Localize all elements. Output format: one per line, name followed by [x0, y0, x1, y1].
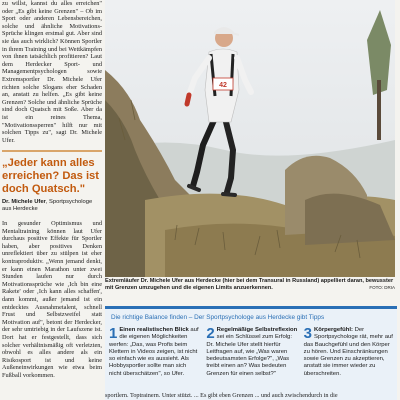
quote-source-role: , Sportpsychologe aus Herdecke	[2, 199, 93, 213]
tips-columns	[109, 327, 395, 378]
quote-source-name: Dr. Michele Ufer	[2, 199, 46, 206]
pull-quote: „Jeder kann alles erreichen? Das ist doch Quatsch."	[2, 157, 100, 195]
photo-caption	[105, 278, 395, 292]
tip-item	[206, 327, 297, 378]
bottom-text-strip: sportlern. Toptrainern. Unter stützt. ... Es gibt eben Grenzen ... und auch zwischendurch in die	[105, 392, 338, 399]
article-paragraph: zu willst, kannst du alles erreichen" oder „Es gibt keine Grenzen" – Ob im Sport oder anderen Lebensbereichen, solche und ähnliche Motivations-Sprüche klingen erstmal gut. Aber sind sie das auch wirklich? Können Sportler in ihrem Training und bei Wettkämpfen von ihnen tatsächlich profitieren? Laut dem Herdecker Sport- und Managementpsychologen sowie Extremsportler Dr. Michele Ufer richten solche Slogans eher Schaden an, anstatt zu helfen. „Es gibt keine Grenzen? Solche und ähnliche Sprüche sind doch Quatsch mit Soße. Aber da ist ein reines Thema, "Motivationssperren" hilft nur mit solchen Tipps zu", sagt Dr. Michele Ufer.	[2, 0, 102, 144]
tip-text: auf die eigenen Möglichkeiten werfen: „Das, was Profis beim Klettern in Videos zeigen, ist nicht so einfach wie es aussieht. Als Hobbysportler sollte man sich nicht überschätzen", so Ufer.	[109, 327, 199, 377]
tip-item	[304, 327, 395, 378]
tip-text: Der Sportpsychologe rät, mehr auf das Bauchgefühl und den Körper zu hören. Und Einschränkungen sowie Grenzen zu akzeptieren, anstatt sie immer wieder zu überschreiten.	[303, 327, 393, 377]
article-column	[2, 0, 102, 400]
article-text-top	[2, 0, 102, 144]
tip-title: Körpergefühl:	[314, 327, 353, 333]
runner-photo	[105, 0, 395, 277]
tip-number: 3	[303, 325, 312, 342]
tips-header: Die richtige Balance finden – Der Sportpsychologe aus Herdecke gibt Tipps	[111, 314, 325, 321]
tip-title: Regelmäßige Selbstreflexion	[216, 327, 298, 333]
pull-quote-block	[2, 150, 102, 213]
tip-item	[109, 327, 200, 378]
tip-number: 2	[206, 325, 215, 342]
photo-credit: FOTO: DRIA	[369, 284, 395, 290]
tip-title: Einen realistischen Blick	[119, 327, 189, 333]
photo-illustration	[105, 0, 395, 277]
quote-source	[2, 199, 102, 213]
tip-number: 1	[109, 325, 118, 342]
tip-text: sei ein Schlüssel zum Erfolg: Dr. Michele Ufer stellt hierfür Leitfragen auf, wie „Was waren bedeutsamsten Erfolge?", „Was treibt einen an? Was bedeuten Grenzen für einen selbst?"	[206, 334, 292, 377]
tips-box	[105, 306, 397, 400]
article-paragraph: In gesunder Optimismus und Mentaltraining können laut Ufer durchaus positive Effekte für Sportler haben, aber positives Denken unreflektiert über zu stülpen ist eher kontraproduktiv. „Wenn jemand denkt, er kann einen Marathon unter zwei Stunden laufen nur durch Motivationssprüche wie ‚Ich bin eine Rakete' oder ‚Ich kann alles schaffen', dann kommt, außer jemand ist ein entdecktes Ausnahmetalent, schnell Frust und Selbstzweifel statt Motivation auf", betont der Herdecker, der sehr umtriebig in der Laufszene ist. Dort hat er festgestellt, dass sich solcher verhältnismäßig oft verletzten, obwohl es alles andere als ein Risikosport ist und keine Außeneinwirkungen wie etwa beim Fußball vorkommen.	[2, 220, 102, 379]
caption-text: Extremläufer Dr. Michele Ufer aus Herdecke (hier bei dem Transural in Russland) appelliert daran, bewusster mit Grenzen umzugehen und die eigenen Limits anzuerkennen.	[105, 278, 394, 291]
article-text-bottom	[2, 220, 102, 379]
bib-number: 42	[219, 82, 227, 89]
